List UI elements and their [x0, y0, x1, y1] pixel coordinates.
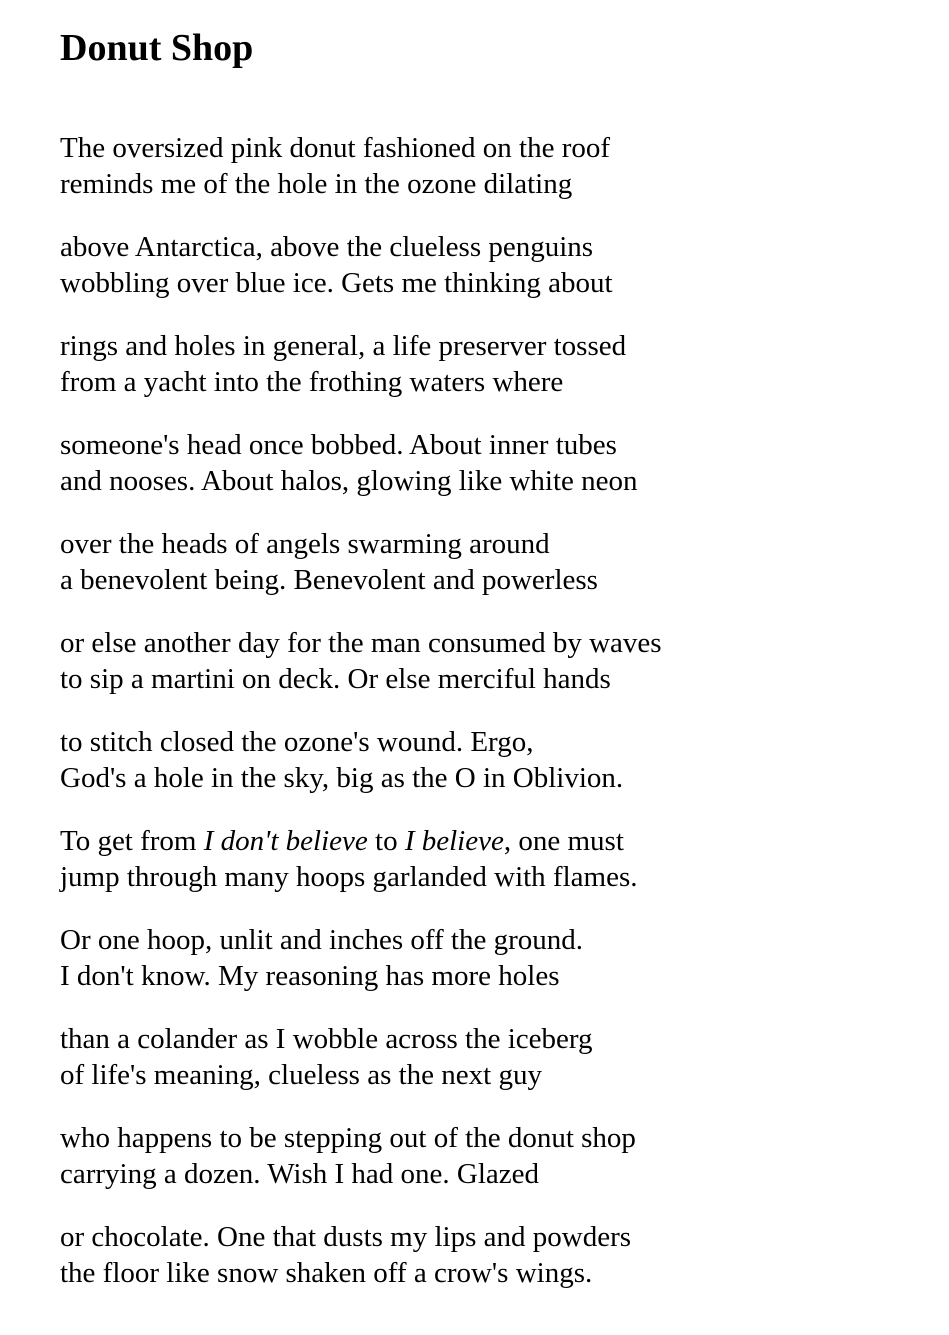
poem-line: of life's meaning, clueless as the next guy [60, 1059, 542, 1091]
poem-text: To get from [60, 825, 204, 857]
poem-title: Donut Shop [60, 27, 254, 69]
stanza-3 [60, 328, 626, 400]
stanza-10 [60, 1021, 593, 1093]
poem-line: jump through many hoops garlanded with flames. [60, 861, 638, 893]
stanza-9 [60, 922, 583, 994]
italic-phrase: I believe [404, 825, 504, 857]
poem-line: to stitch closed the ozone's wound. Ergo, [60, 726, 534, 758]
stanza-1 [60, 130, 610, 202]
poem-line: from a yacht into the frothing waters where [60, 366, 564, 398]
poem-line: wobbling over blue ice. Gets me thinking about [60, 267, 613, 299]
poem-line: or else another day for the man consumed by waves [60, 627, 662, 659]
poem-line: to sip a martini on deck. Or else merciful hands [60, 663, 611, 695]
poem-line: than a colander as I wobble across the iceberg [60, 1023, 593, 1055]
stanza-7 [60, 724, 623, 796]
poem-line: the floor like snow shaken off a crow's wings. [60, 1257, 593, 1289]
poem-line: I don't know. My reasoning has more holes [60, 960, 560, 992]
stanza-4 [60, 427, 638, 499]
poem-line: a benevolent being. Benevolent and powerless [60, 564, 598, 596]
poem-line: who happens to be stepping out of the donut shop [60, 1122, 636, 1154]
poem-line: reminds me of the hole in the ozone dilating [60, 168, 573, 200]
poem-text: , one must [503, 825, 624, 857]
stanza-6 [60, 625, 662, 697]
stanza-8 [60, 823, 637, 895]
poem-line: rings and holes in general, a life preserver tossed [60, 330, 627, 362]
italic-phrase: I don't believe [203, 825, 368, 857]
poem-line: and nooses. About halos, glowing like white neon [60, 465, 638, 497]
poem-text: to [367, 825, 405, 857]
poem-line: The oversized pink donut fashioned on the roof [60, 132, 611, 164]
stanza-5 [60, 526, 598, 598]
poem-line [60, 823, 637, 859]
stanza-2 [60, 229, 613, 301]
poem-line: over the heads of angels swarming around [60, 528, 550, 560]
poem-line: carrying a dozen. Wish I had one. Glazed [60, 1158, 540, 1190]
poem-line: Or one hoop, unlit and inches off the ground. [60, 924, 583, 956]
poem-line: God's a hole in the sky, big as the O in Oblivion. [60, 762, 624, 794]
poem-line: above Antarctica, above the clueless penguins [60, 231, 594, 263]
stanza-11 [60, 1120, 636, 1192]
poem-line: or chocolate. One that dusts my lips and powders [60, 1221, 632, 1253]
stanza-12 [60, 1219, 631, 1291]
poem-line: someone's head once bobbed. About inner tubes [60, 429, 617, 461]
